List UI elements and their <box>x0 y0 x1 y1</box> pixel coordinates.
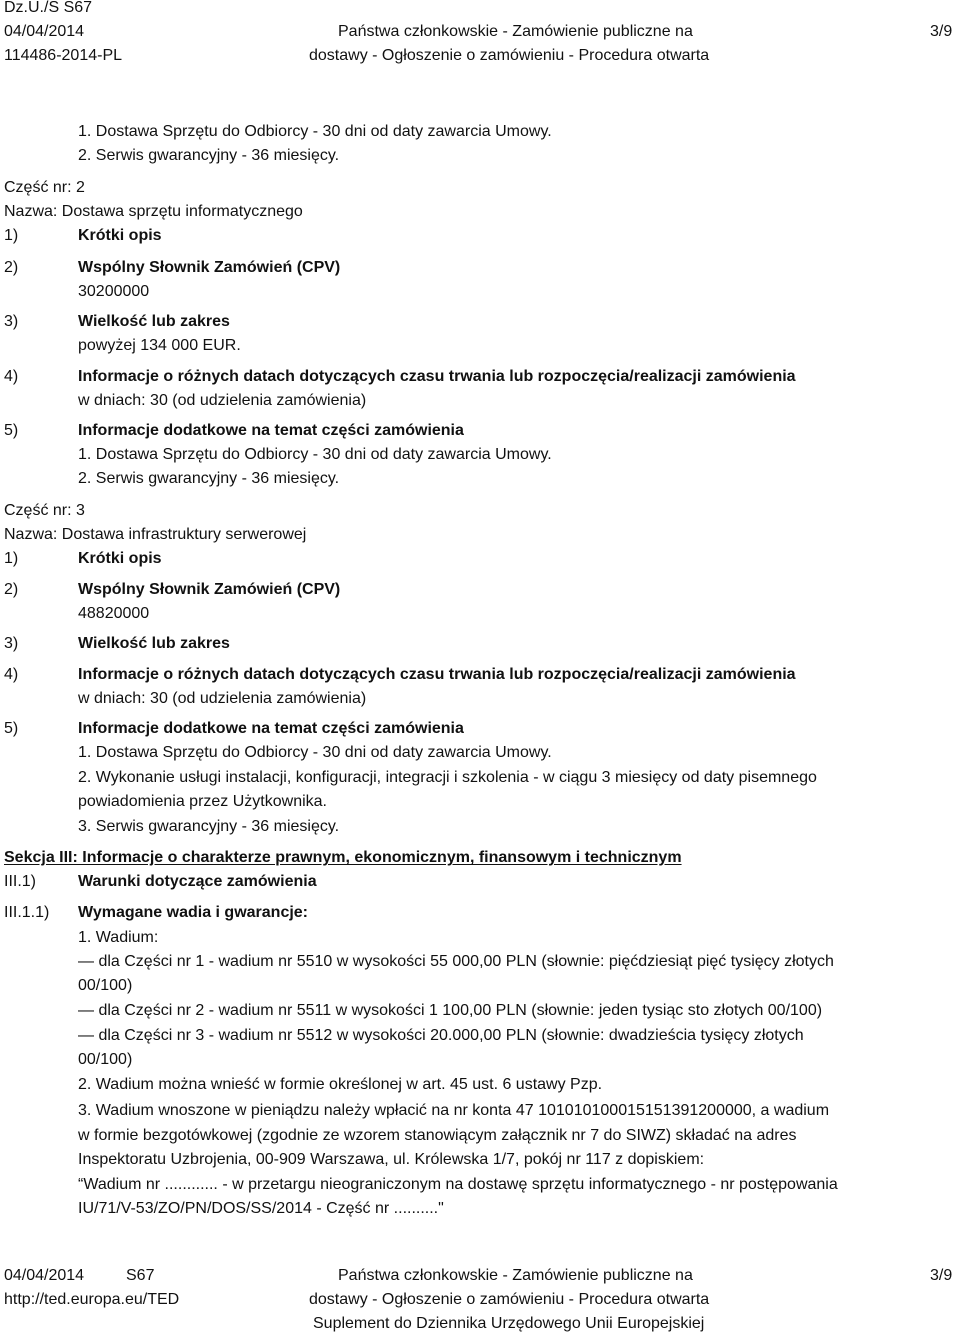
footer-title-line1: Państwa członkowskie - Zamówienie publiczne na <box>338 1267 693 1284</box>
part-name: Nazwa: Dostawa sprzętu informatycznego <box>4 203 303 220</box>
dates-heading: Informacje o różnych datach dotyczących czasu trwania lub rozpoczęcia/realizacji zamówienia <box>78 666 796 683</box>
additional-info-heading: Informacje dodatkowe na temat części zamówienia <box>78 422 464 439</box>
dates-value: w dniach: 30 (od udzielenia zamówienia) <box>78 392 367 409</box>
additional-info-item-2: 2. Wykonanie usługi instalacji, konfiguracji, integracji i szkolenia - w ciągu 3 miesięcy od daty pisemnego <box>78 769 817 786</box>
section-number: 2) <box>4 259 19 276</box>
notice-id: 114486-2014-PL <box>4 47 123 64</box>
additional-info-item-2: 2. Serwis gwarancyjny - 36 miesięcy. <box>78 470 340 487</box>
part-name: Nazwa: Dostawa infrastruktury serwerowej <box>4 526 307 543</box>
deposit-line: — dla Części nr 1 - wadium nr 5510 w wysokości 55 000,00 PLN (słownie: pięćdziesiąt pięć tysięcy złotych <box>78 953 834 970</box>
short-description-heading: Krótki opis <box>78 227 162 244</box>
footer-series: S67 <box>126 1267 155 1284</box>
scope-heading: Wielkość lub zakres <box>78 635 230 652</box>
journal-ref: Dz.U./S S67 <box>4 0 93 16</box>
part-label: Część nr: 2 <box>4 179 85 196</box>
continuation-item-1: 1. Dostawa Sprzętu do Odbiorcy - 30 dni od daty zawarcia Umowy. <box>78 123 552 140</box>
dates-heading: Informacje o różnych datach dotyczących czasu trwania lub rozpoczęcia/realizacji zamówienia <box>78 368 796 385</box>
deposit-line: Inspektoratu Uzbrojenia, 00-909 Warszawa, ul. Królewska 1/7, pokój nr 117 z dopiskiem: <box>78 1151 705 1168</box>
deposit-line: — dla Części nr 2 - wadium nr 5511 w wysokości 1 100,00 PLN (słownie: jeden tysiąc sto złotych 00/100) <box>78 1002 823 1019</box>
footer-url[interactable]: http://ted.europa.eu/TED <box>4 1291 180 1308</box>
additional-info-item-3: 3. Serwis gwarancyjny - 36 miesięcy. <box>78 818 340 835</box>
header-title-line1: Państwa członkowskie - Zamówienie publiczne na <box>338 23 693 40</box>
deposit-line: 1. Wadium: <box>78 929 159 946</box>
short-description-heading: Krótki opis <box>78 550 162 567</box>
scope-heading: Wielkość lub zakres <box>78 313 230 330</box>
header-page-number: 3/9 <box>930 23 953 40</box>
additional-info-item-1: 1. Dostawa Sprzętu do Odbiorcy - 30 dni od daty zawarcia Umowy. <box>78 446 552 463</box>
footer-date: 04/04/2014 <box>4 1267 85 1284</box>
additional-info-item-2-cont: powiadomienia przez Użytkownika. <box>78 793 327 810</box>
section-iii-title: Sekcja III: Informacje o charakterze prawnym, ekonomicznym, finansowym i technicznym <box>4 849 682 866</box>
header-title-line2: dostawy - Ogłoszenie o zamówieniu - Procedura otwarta <box>309 47 710 64</box>
deposit-line: “Wadium nr ............ - w przetargu nieograniczonym na dostawę sprzętu informatycznego - nr postępowania <box>78 1176 838 1193</box>
section-number: 5) <box>4 720 19 737</box>
section-number: 1) <box>4 227 19 244</box>
section-number: III.1) <box>4 873 37 890</box>
deposit-line: IU/71/V-53/ZO/PN/DOS/SS/2014 - Część nr .........." <box>78 1200 444 1217</box>
deposit-line: — dla Części nr 3 - wadium nr 5512 w wysokości 20.000,00 PLN (słownie: dwadzieścia tysięcy złotych <box>78 1027 804 1044</box>
section-number: 4) <box>4 368 19 385</box>
continuation-item-2: 2. Serwis gwarancyjny - 36 miesięcy. <box>78 147 340 164</box>
footer-page-number: 3/9 <box>930 1267 953 1284</box>
section-number: 3) <box>4 635 19 652</box>
deposits-heading: Wymagane wadia i gwarancje: <box>78 904 309 921</box>
header-date: 04/04/2014 <box>4 23 85 40</box>
section-number: 3) <box>4 313 19 330</box>
deposit-line: 00/100) <box>78 977 133 994</box>
dates-value: w dniach: 30 (od udzielenia zamówienia) <box>78 690 367 707</box>
footer-title-line2: dostawy - Ogłoszenie o zamówieniu - Procedura otwarta <box>309 1291 710 1308</box>
scope-value: powyżej 134 000 EUR. <box>78 337 241 354</box>
conditions-heading: Warunki dotyczące zamówienia <box>78 873 317 890</box>
deposit-line: 3. Wadium wnoszone w pieniądzu należy wpłacić na nr konta 47 101010100015151391200000, a wadium <box>78 1102 830 1119</box>
deposit-line: w formie bezgotówkowej (zgodnie ze wzorem stanowiącym załącznik nr 7 do SIWZ) składać na adres <box>78 1127 797 1144</box>
deposit-line: 2. Wadium można wnieść w formie określonej w art. 45 ust. 6 ustawy Pzp. <box>78 1076 603 1093</box>
cpv-heading: Wspólny Słownik Zamówień (CPV) <box>78 259 341 276</box>
section-number: 1) <box>4 550 19 567</box>
part-label: Część nr: 3 <box>4 502 85 519</box>
section-number: 4) <box>4 666 19 683</box>
additional-info-heading: Informacje dodatkowe na temat części zamówienia <box>78 720 464 737</box>
deposit-line: 00/100) <box>78 1051 133 1068</box>
section-number: 2) <box>4 581 19 598</box>
cpv-code: 30200000 <box>78 283 150 300</box>
section-number: III.1.1) <box>4 904 50 921</box>
additional-info-item-1: 1. Dostawa Sprzętu do Odbiorcy - 30 dni od daty zawarcia Umowy. <box>78 744 552 761</box>
cpv-code: 48820000 <box>78 605 150 622</box>
section-number: 5) <box>4 422 19 439</box>
cpv-heading: Wspólny Słownik Zamówień (CPV) <box>78 581 341 598</box>
footer-supplement: Suplement do Dziennika Urzędowego Unii Europejskiej <box>313 1315 705 1332</box>
